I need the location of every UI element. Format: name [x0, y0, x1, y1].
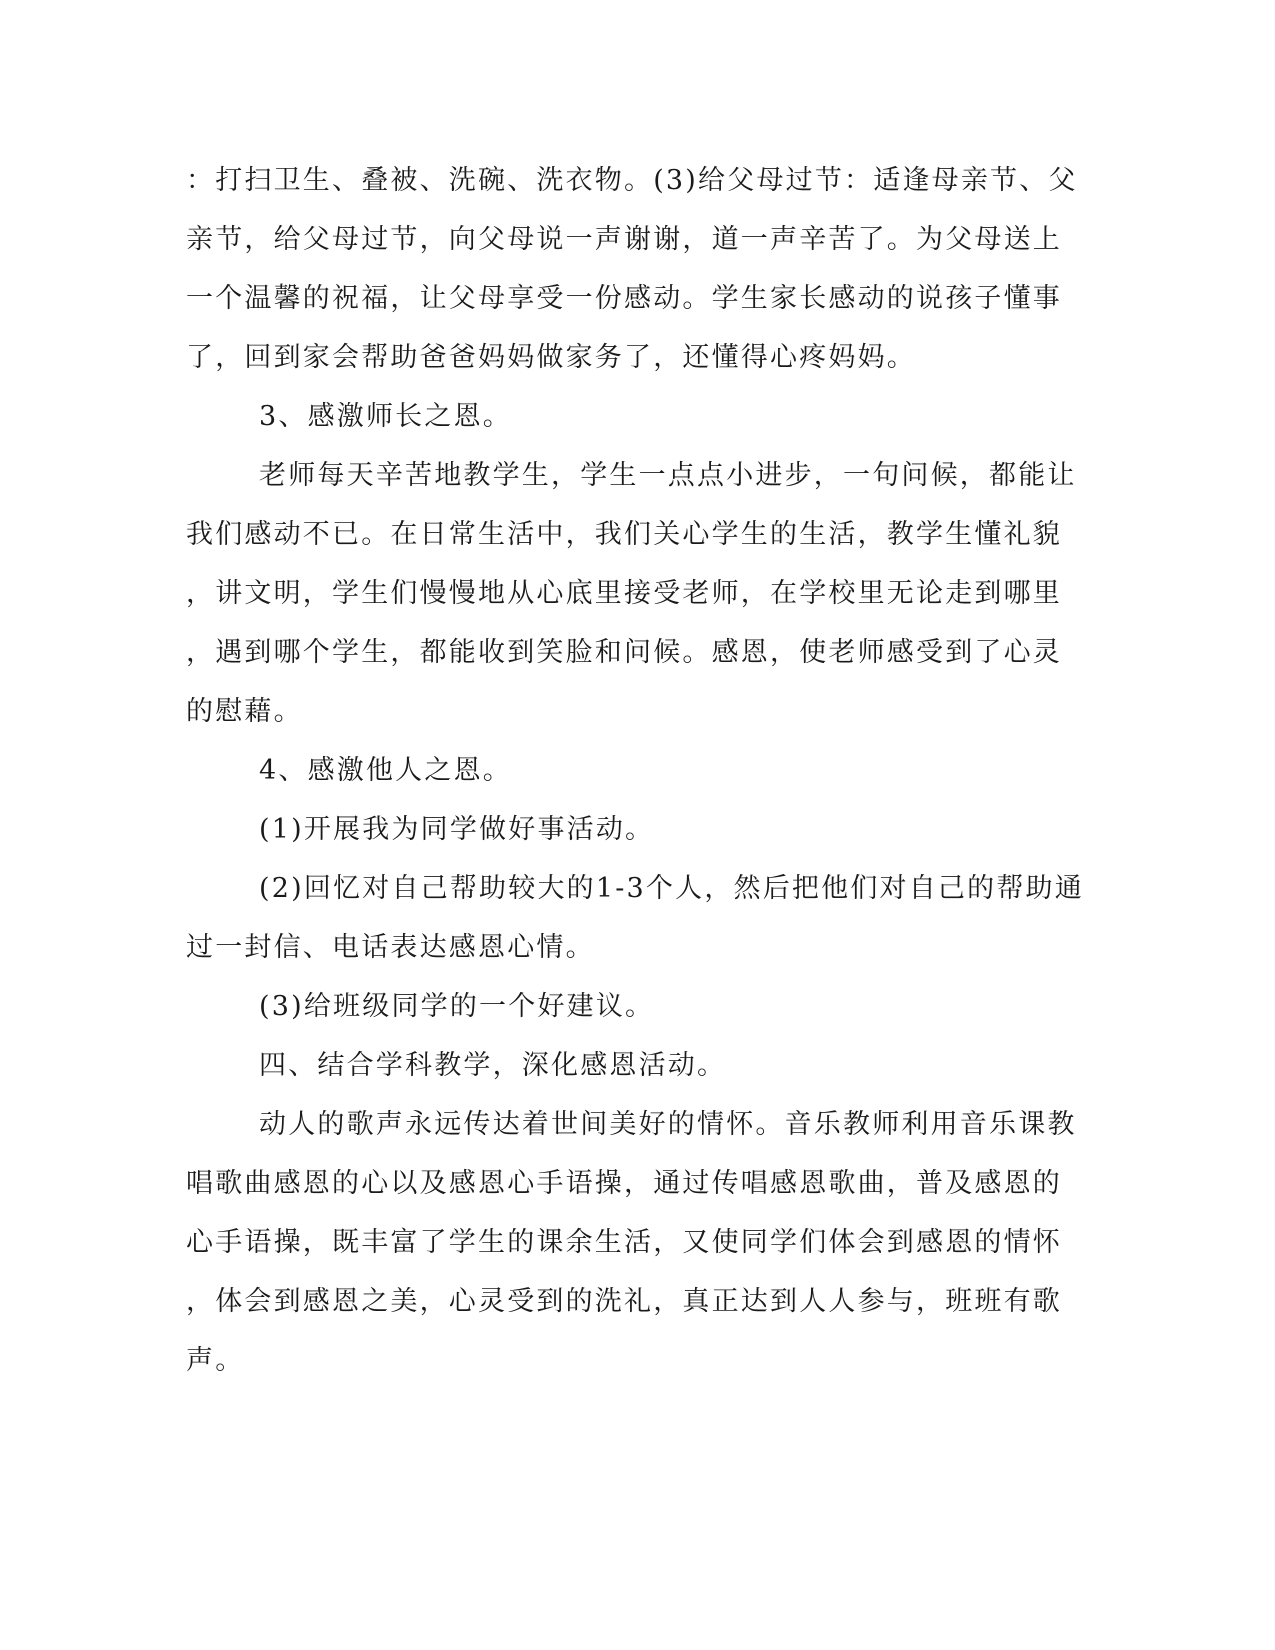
text-line: 一个温馨的祝福，让父母享受一份感动。学生家长感动的说孩子懂事 [186, 283, 1062, 314]
text-line: 声。 [186, 1345, 245, 1376]
text-line: 过一封信、电话表达感恩心情。 [186, 932, 595, 963]
list-item: (2)回忆对自己帮助较大的1-3个人，然后把他们对自己的帮助通 [259, 873, 1084, 904]
text-line: 亲节，给父母过节，向父母说一声谢谢，道一声辛苦了。为父母送上 [186, 224, 1062, 255]
section-heading: 4、感激他人之恩。 [259, 755, 512, 786]
text-line: ，讲文明，学生们慢慢地从心底里接受老师，在学校里无论走到哪里 [186, 578, 1062, 609]
text-line: 的慰藉。 [186, 696, 303, 727]
text-line: 动人的歌声永远传达着世间美好的情怀。音乐教师利用音乐课教 [259, 1109, 1077, 1140]
text-line: 老师每天辛苦地教学生，学生一点点小进步，一句问候，都能让 [259, 460, 1077, 491]
text-line: 心手语操，既丰富了学生的课余生活，又使同学们体会到感恩的情怀 [186, 1227, 1062, 1258]
list-item: (1)开展我为同学做好事活动。 [259, 814, 655, 845]
section-heading: 四、结合学科教学，深化感恩活动。 [259, 1050, 727, 1081]
text-line: ：打扫卫生、叠被、洗碗、洗衣物。(3)给父母过节：适逢母亲节、父 [186, 165, 1078, 196]
section-heading: 3、感激师长之恩。 [259, 401, 512, 432]
list-item: (3)给班级同学的一个好建议。 [259, 991, 655, 1022]
text-line: 我们感动不已。在日常生活中，我们关心学生的生活，教学生懂礼貌 [186, 519, 1062, 550]
text-line: ，体会到感恩之美，心灵受到的洗礼，真正达到人人参与，班班有歌 [186, 1286, 1062, 1317]
text-line: ，遇到哪个学生，都能收到笑脸和问候。感恩，使老师感受到了心灵 [186, 637, 1062, 668]
text-line: 了，回到家会帮助爸爸妈妈做家务了，还懂得心疼妈妈。 [186, 342, 916, 373]
text-line: 唱歌曲感恩的心以及感恩心手语操，通过传唱感恩歌曲，普及感恩的 [186, 1168, 1062, 1199]
